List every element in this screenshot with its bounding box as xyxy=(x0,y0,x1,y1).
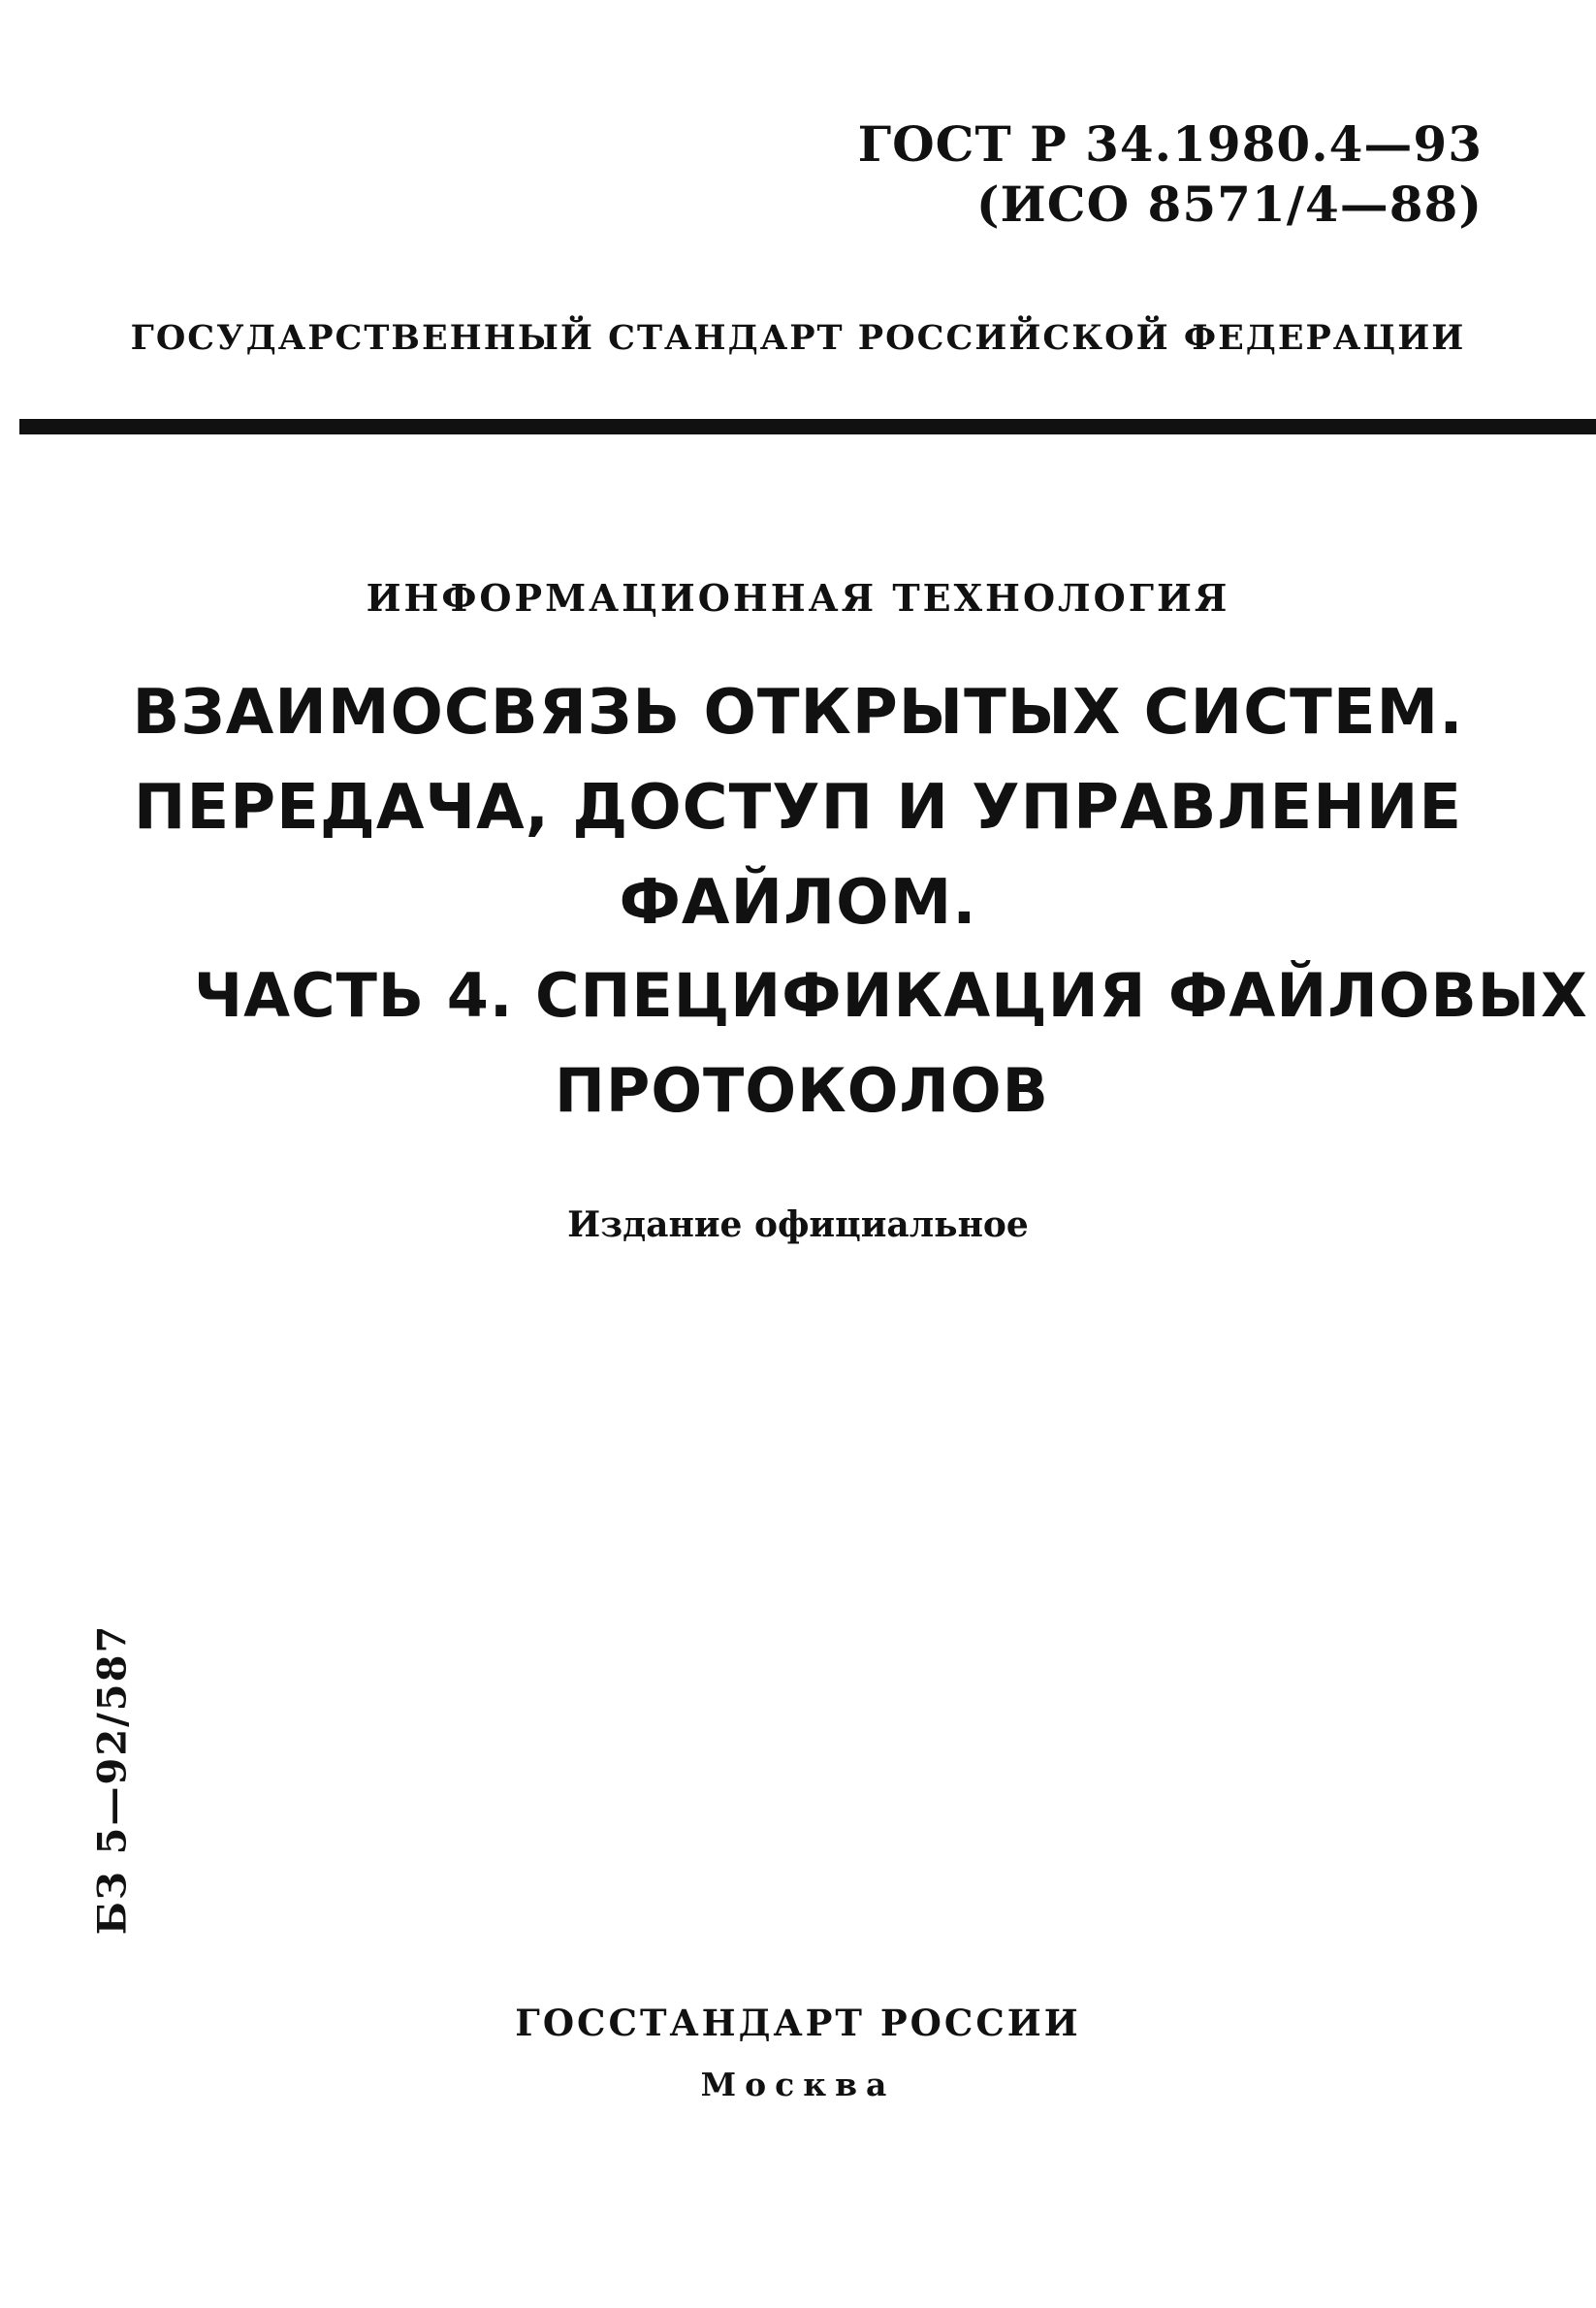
side-catalog-code: БЗ 5—92/587 xyxy=(89,1623,136,1936)
publication-city: Москва xyxy=(700,2066,896,2103)
document-part-title xyxy=(194,948,1588,1138)
title-line: ВЗАИМОСВЯЗЬ ОТКРЫТЫХ СИСТЕМ. xyxy=(132,677,1464,749)
header-divider xyxy=(19,419,1596,434)
iso-number: (ИСО 8571/4—88) xyxy=(975,176,1483,233)
standard-designation xyxy=(858,114,1483,235)
part-title-line: ЧАСТЬ 4. СПЕЦИФИКАЦИЯ ФАЙЛОВЫХ xyxy=(194,960,1588,1031)
document-topic: ИНФОРМАЦИОННАЯ ТЕХНОЛОГИЯ xyxy=(366,576,1230,620)
publisher: ГОССТАНДАРТ РОССИИ xyxy=(515,2002,1081,2044)
title-line: ПЕРЕДАЧА, ДОСТУП И УПРАВЛЕНИЕ xyxy=(133,772,1463,844)
document-title xyxy=(0,665,1596,950)
state-standard-heading: ГОСУДАРСТВЕННЫЙ СТАНДАРТ РОССИЙСКОЙ ФЕДЕРАЦИИ xyxy=(130,318,1466,358)
gost-number: ГОСТ Р 34.1980.4—93 xyxy=(857,115,1483,173)
edition-label: Издание официальное xyxy=(567,1204,1029,1245)
title-line: ФАЙЛОМ. xyxy=(619,867,977,939)
part-title-line: ПРОТОКОЛОВ xyxy=(555,1055,1049,1126)
